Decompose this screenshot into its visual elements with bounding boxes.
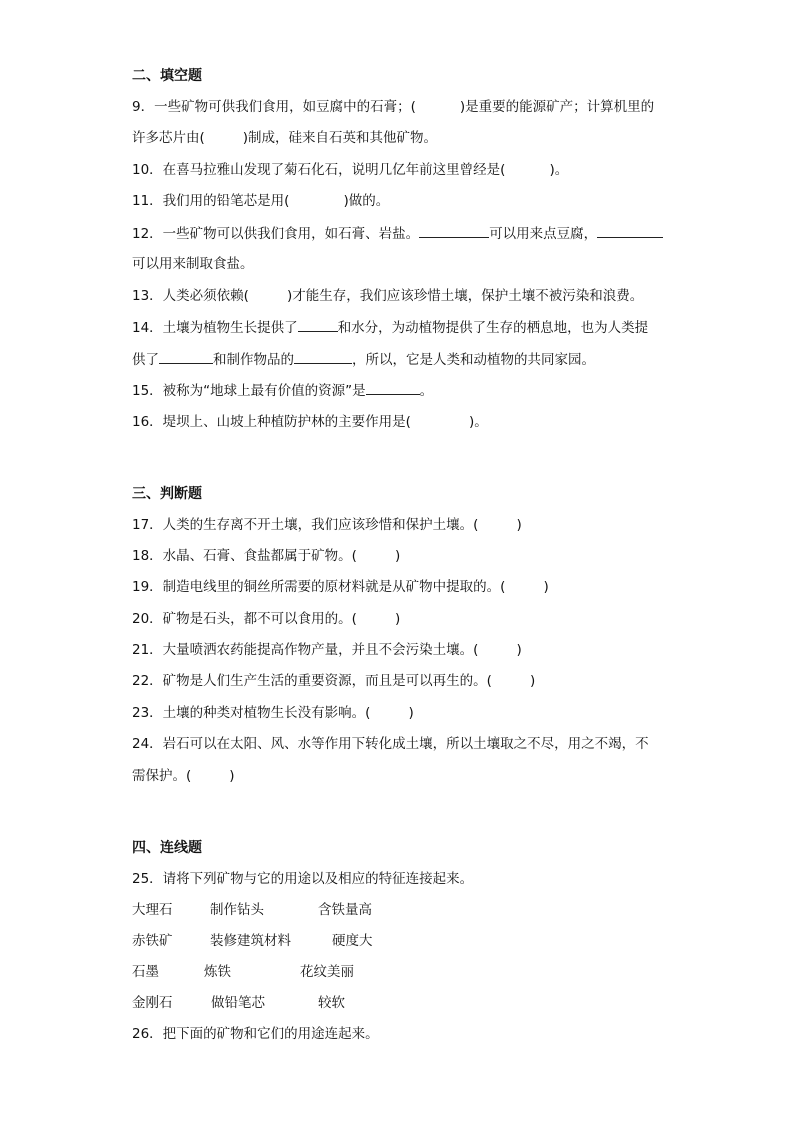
q11-text-b: )做的。 (343, 193, 390, 209)
question-18 (132, 546, 400, 566)
question-14-line-1 (132, 317, 648, 338)
q14-blank-1[interactable] (298, 317, 338, 332)
question-24-line-1 (132, 734, 649, 754)
match-feature-2[interactable]: 硬度大 (332, 933, 373, 949)
question-19 (132, 577, 549, 597)
q15-text-b: 。 (419, 383, 434, 399)
q14-blank-2[interactable] (159, 349, 213, 364)
q14-text-d: 和制作物品的 (213, 352, 294, 368)
q23-close: ) (408, 705, 414, 721)
q9-text-a: 9．一些矿物可供我们食用，如豆腐中的石膏；( (132, 99, 416, 115)
q21-text: 21．大量喷洒农药能提高作物产量，并且不会污染土壤。( (132, 642, 479, 658)
q16-text-b: )。 (468, 414, 488, 430)
question-15 (132, 380, 433, 401)
q10-text-b: )。 (549, 162, 569, 178)
question-21 (132, 640, 522, 660)
question-23 (132, 703, 414, 723)
question-11 (132, 191, 389, 211)
q14-blank-3[interactable] (294, 349, 352, 364)
q19-text: 19．制造电线里的铜丝所需要的原材料就是从矿物中提取的。( (132, 579, 506, 595)
q16-text-a: 16．堤坝上、山坡上种植防护林的主要作用是( (132, 414, 411, 430)
question-10 (132, 160, 568, 180)
q24-text-c: ) (229, 768, 235, 784)
q9-text-c: 许多芯片由( (132, 130, 205, 146)
q24-text-b: 需保护。( (132, 768, 192, 784)
q24-text-a: 24．岩石可以在太阳、风、水等作用下转化成土壤，所以土壤取之不尽，用之不竭，不 (132, 736, 649, 752)
question-16 (132, 412, 488, 432)
question-13 (132, 286, 643, 306)
question-12-line-2 (132, 254, 254, 274)
q14-text-b: 和水分，为动植物提供了生存的栖息地，也为人类提 (337, 320, 649, 336)
q12-text-b: 可以用来点豆腐， (489, 226, 598, 242)
question-26: 26．把下面的矿物和它们的用途连起来。 (132, 1026, 379, 1042)
section-heading-judge: 三、判断题 (132, 486, 202, 502)
match-feature-4[interactable]: 较软 (318, 995, 345, 1011)
match-mineral-3[interactable]: 石墨 (132, 964, 159, 980)
question-20 (132, 609, 400, 629)
q19-close: ) (543, 579, 549, 595)
q10-text-a: 10．在喜马拉雅山发现了菊石化石，说明几亿年前这里曾经是( (132, 162, 506, 178)
section-heading-match: 四、连线题 (132, 840, 202, 856)
q11-text-a: 11．我们用的铅笔芯是用( (132, 193, 290, 209)
question-9-line-1 (132, 97, 654, 117)
q17-close: ) (516, 517, 522, 533)
match-feature-1[interactable]: 含铁量高 (318, 902, 372, 918)
match-mineral-2[interactable]: 赤铁矿 (132, 933, 173, 949)
match-mineral-4[interactable]: 金刚石 (132, 995, 173, 1011)
section-heading-fill: 二、填空题 (132, 68, 202, 84)
q15-blank[interactable] (366, 380, 420, 395)
question-14-line-2 (132, 349, 595, 370)
match-use-3[interactable]: 炼铁 (204, 964, 231, 980)
q23-text: 23．土壤的种类对植物生长没有影响。( (132, 705, 371, 721)
question-17 (132, 515, 522, 535)
match-use-2[interactable]: 装修建筑材料 (210, 933, 291, 949)
q12-text-a: 12．一些矿物可以供我们食用，如石膏、岩盐。 (132, 226, 420, 242)
q14-text-c: 供了 (132, 352, 159, 368)
q14-text-e: ，所以，它是人类和动植物的共同家园。 (352, 352, 595, 368)
q21-close: ) (516, 642, 522, 658)
match-mineral-1[interactable]: 大理石 (132, 902, 173, 918)
q20-text: 20．矿物是石头，都不可以食用的。( (132, 611, 357, 627)
match-use-4[interactable]: 做铅笔芯 (211, 995, 265, 1011)
q13-text-b: )才能生存，我们应该珍惜土壤，保护土壤不被污染和浪费。 (286, 288, 644, 304)
q12-blank-1[interactable] (419, 223, 489, 238)
q12-text-c: 可以用来制取食盐。 (132, 256, 254, 272)
q18-text: 18．水晶、石膏、食盐都属于矿物。( (132, 548, 357, 564)
q22-text: 22．矿物是人们生产生活的重要资源，而且是可以再生的。( (132, 673, 492, 689)
question-9-line-2 (132, 128, 437, 148)
q9-text-b: )是重要的能源矿产；计算机里的 (459, 99, 655, 115)
match-use-1[interactable]: 制作钻头 (210, 902, 264, 918)
question-12-line-1 (132, 223, 663, 244)
q22-close: ) (529, 673, 536, 689)
q18-close: ) (394, 548, 401, 564)
q9-text-d: )制成，硅来自石英和其他矿物。 (242, 130, 438, 146)
q12-blank-2[interactable] (597, 223, 663, 238)
question-22 (132, 671, 535, 691)
question-24-line-2 (132, 766, 235, 786)
q13-text-a: 13．人类必须依赖( (132, 288, 249, 304)
q17-text: 17．人类的生存离不开土壤，我们应该珍惜和保护土壤。( (132, 517, 479, 533)
question-25: 25．请将下列矿物与它的用途以及相应的特征连接起来。 (132, 871, 474, 887)
q14-text-a: 14．土壤为植物生长提供了 (132, 320, 298, 336)
q15-text-a: 15．被称为“地球上最有价值的资源”是 (132, 383, 366, 399)
q20-close: ) (394, 611, 401, 627)
match-feature-3[interactable]: 花纹美丽 (300, 964, 354, 980)
